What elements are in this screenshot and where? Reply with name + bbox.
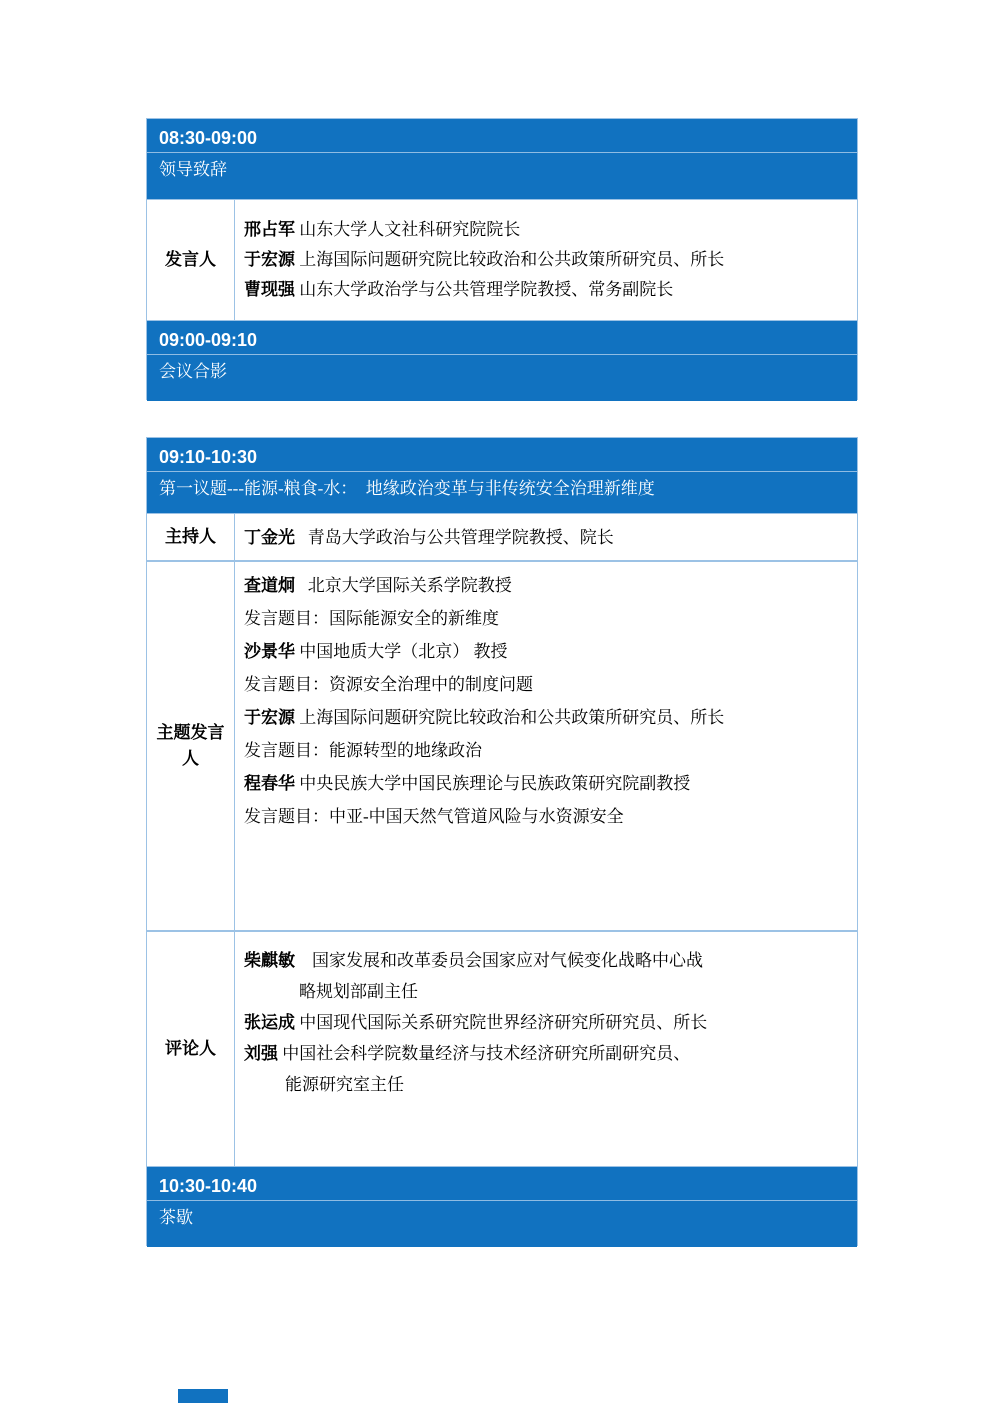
session-banner-break xyxy=(147,1167,857,1247)
session-title: 会议合影 xyxy=(147,354,857,384)
table-row-keynote-speakers xyxy=(147,561,857,931)
session-time: 09:10-10:30 xyxy=(159,447,258,467)
speaker-name: 于宏源 xyxy=(244,250,295,269)
speaker-name: 丁金光 xyxy=(244,528,295,547)
speaker-affiliation: 上海国际问题研究院比较政治和公共政策所研究员、所长 xyxy=(295,708,725,727)
speaker-name: 于宏源 xyxy=(244,708,295,727)
talk-topic: 发言题目：资源安全治理中的制度问题 xyxy=(244,675,533,694)
continuation-text: 能源研究室主任 xyxy=(285,1075,404,1094)
table-row-speakers xyxy=(147,199,857,321)
talk-topic: 发言题目：国际能源安全的新维度 xyxy=(244,609,499,628)
speaker-line xyxy=(244,275,851,305)
session-banner-opening xyxy=(147,119,857,199)
speaker-affiliation: 山东大学政治学与公共管理学院教授、常务副院长 xyxy=(295,280,674,299)
session-banner-topic1 xyxy=(147,438,857,513)
agenda-table-session1 xyxy=(146,437,858,1246)
speaker-line xyxy=(244,635,851,668)
speaker-line xyxy=(244,1038,851,1069)
speaker-name: 柴麒敏 xyxy=(244,951,295,970)
speaker-line xyxy=(244,521,851,554)
speaker-line xyxy=(244,215,851,245)
speaker-name: 查道炯 xyxy=(244,576,295,595)
session-banner-photo xyxy=(147,321,857,401)
table-row-chair xyxy=(147,513,857,561)
row-label: 评论人 xyxy=(147,932,235,1166)
row-label: 主题发言人 xyxy=(147,562,235,930)
session-title: 领导致辞 xyxy=(147,152,857,182)
speaker-name: 程春华 xyxy=(244,774,295,793)
row-label: 发言人 xyxy=(147,200,235,320)
talk-topic: 发言题目：中亚-中国天然气管道风险与水资源安全 xyxy=(244,807,624,826)
speaker-affiliation: 中国社会科学院数量经济与技术经济研究所副研究员、 xyxy=(278,1044,691,1063)
speaker-line xyxy=(244,701,851,734)
session-time: 09:00-09:10 xyxy=(159,330,258,350)
speaker-line xyxy=(244,245,851,275)
speakers-cell xyxy=(235,200,857,320)
speaker-line xyxy=(244,1007,851,1038)
speaker-affiliation: 青岛大学政治与公共管理学院教授、院长 xyxy=(295,528,614,547)
session-title: 第一议题---能源-粮食-水： 地缘政治变革与非传统安全治理新维度 xyxy=(147,471,857,501)
agenda-table-opening xyxy=(146,118,858,400)
speaker-name: 张运成 xyxy=(244,1013,295,1032)
talk-topic: 发言题目：能源转型的地缘政治 xyxy=(244,741,482,760)
row-label: 主持人 xyxy=(147,514,235,560)
speaker-line xyxy=(244,767,851,800)
speaker-affiliation: 国家发展和改革委员会国家应对气候变化战略中心战 xyxy=(295,951,703,970)
speaker-affiliation: 山东大学人文社科研究院院长 xyxy=(295,220,521,239)
next-banner-sliver xyxy=(178,1389,228,1403)
speaker-affiliation: 中国地质大学（北京） 教授 xyxy=(295,642,508,661)
speaker-affiliation: 中央民族大学中国民族理论与民族政策研究院副教授 xyxy=(295,774,691,793)
speaker-name: 沙景华 xyxy=(244,642,295,661)
table-row-discussants xyxy=(147,931,857,1167)
chair-cell xyxy=(235,514,857,560)
speaker-affiliation: 上海国际问题研究院比较政治和公共政策所研究员、所长 xyxy=(295,250,725,269)
discussant-cell xyxy=(235,932,857,1166)
speaker-name: 刘强 xyxy=(244,1044,278,1063)
session-time: 10:30-10:40 xyxy=(159,1176,258,1196)
continuation-text: 略规划部副主任 xyxy=(299,982,418,1001)
speaker-affiliation: 中国现代国际关系研究院世界经济研究所研究员、所长 xyxy=(295,1013,708,1032)
speaker-affiliation: 北京大学国际关系学院教授 xyxy=(295,576,512,595)
session-title: 茶歇 xyxy=(147,1200,857,1230)
session-time: 08:30-09:00 xyxy=(159,128,258,148)
speaker-line xyxy=(244,569,851,602)
speaker-name: 邢占军 xyxy=(244,220,295,239)
speaker-name: 曹现强 xyxy=(244,280,295,299)
keynote-cell xyxy=(235,562,857,930)
speaker-line xyxy=(244,945,851,976)
